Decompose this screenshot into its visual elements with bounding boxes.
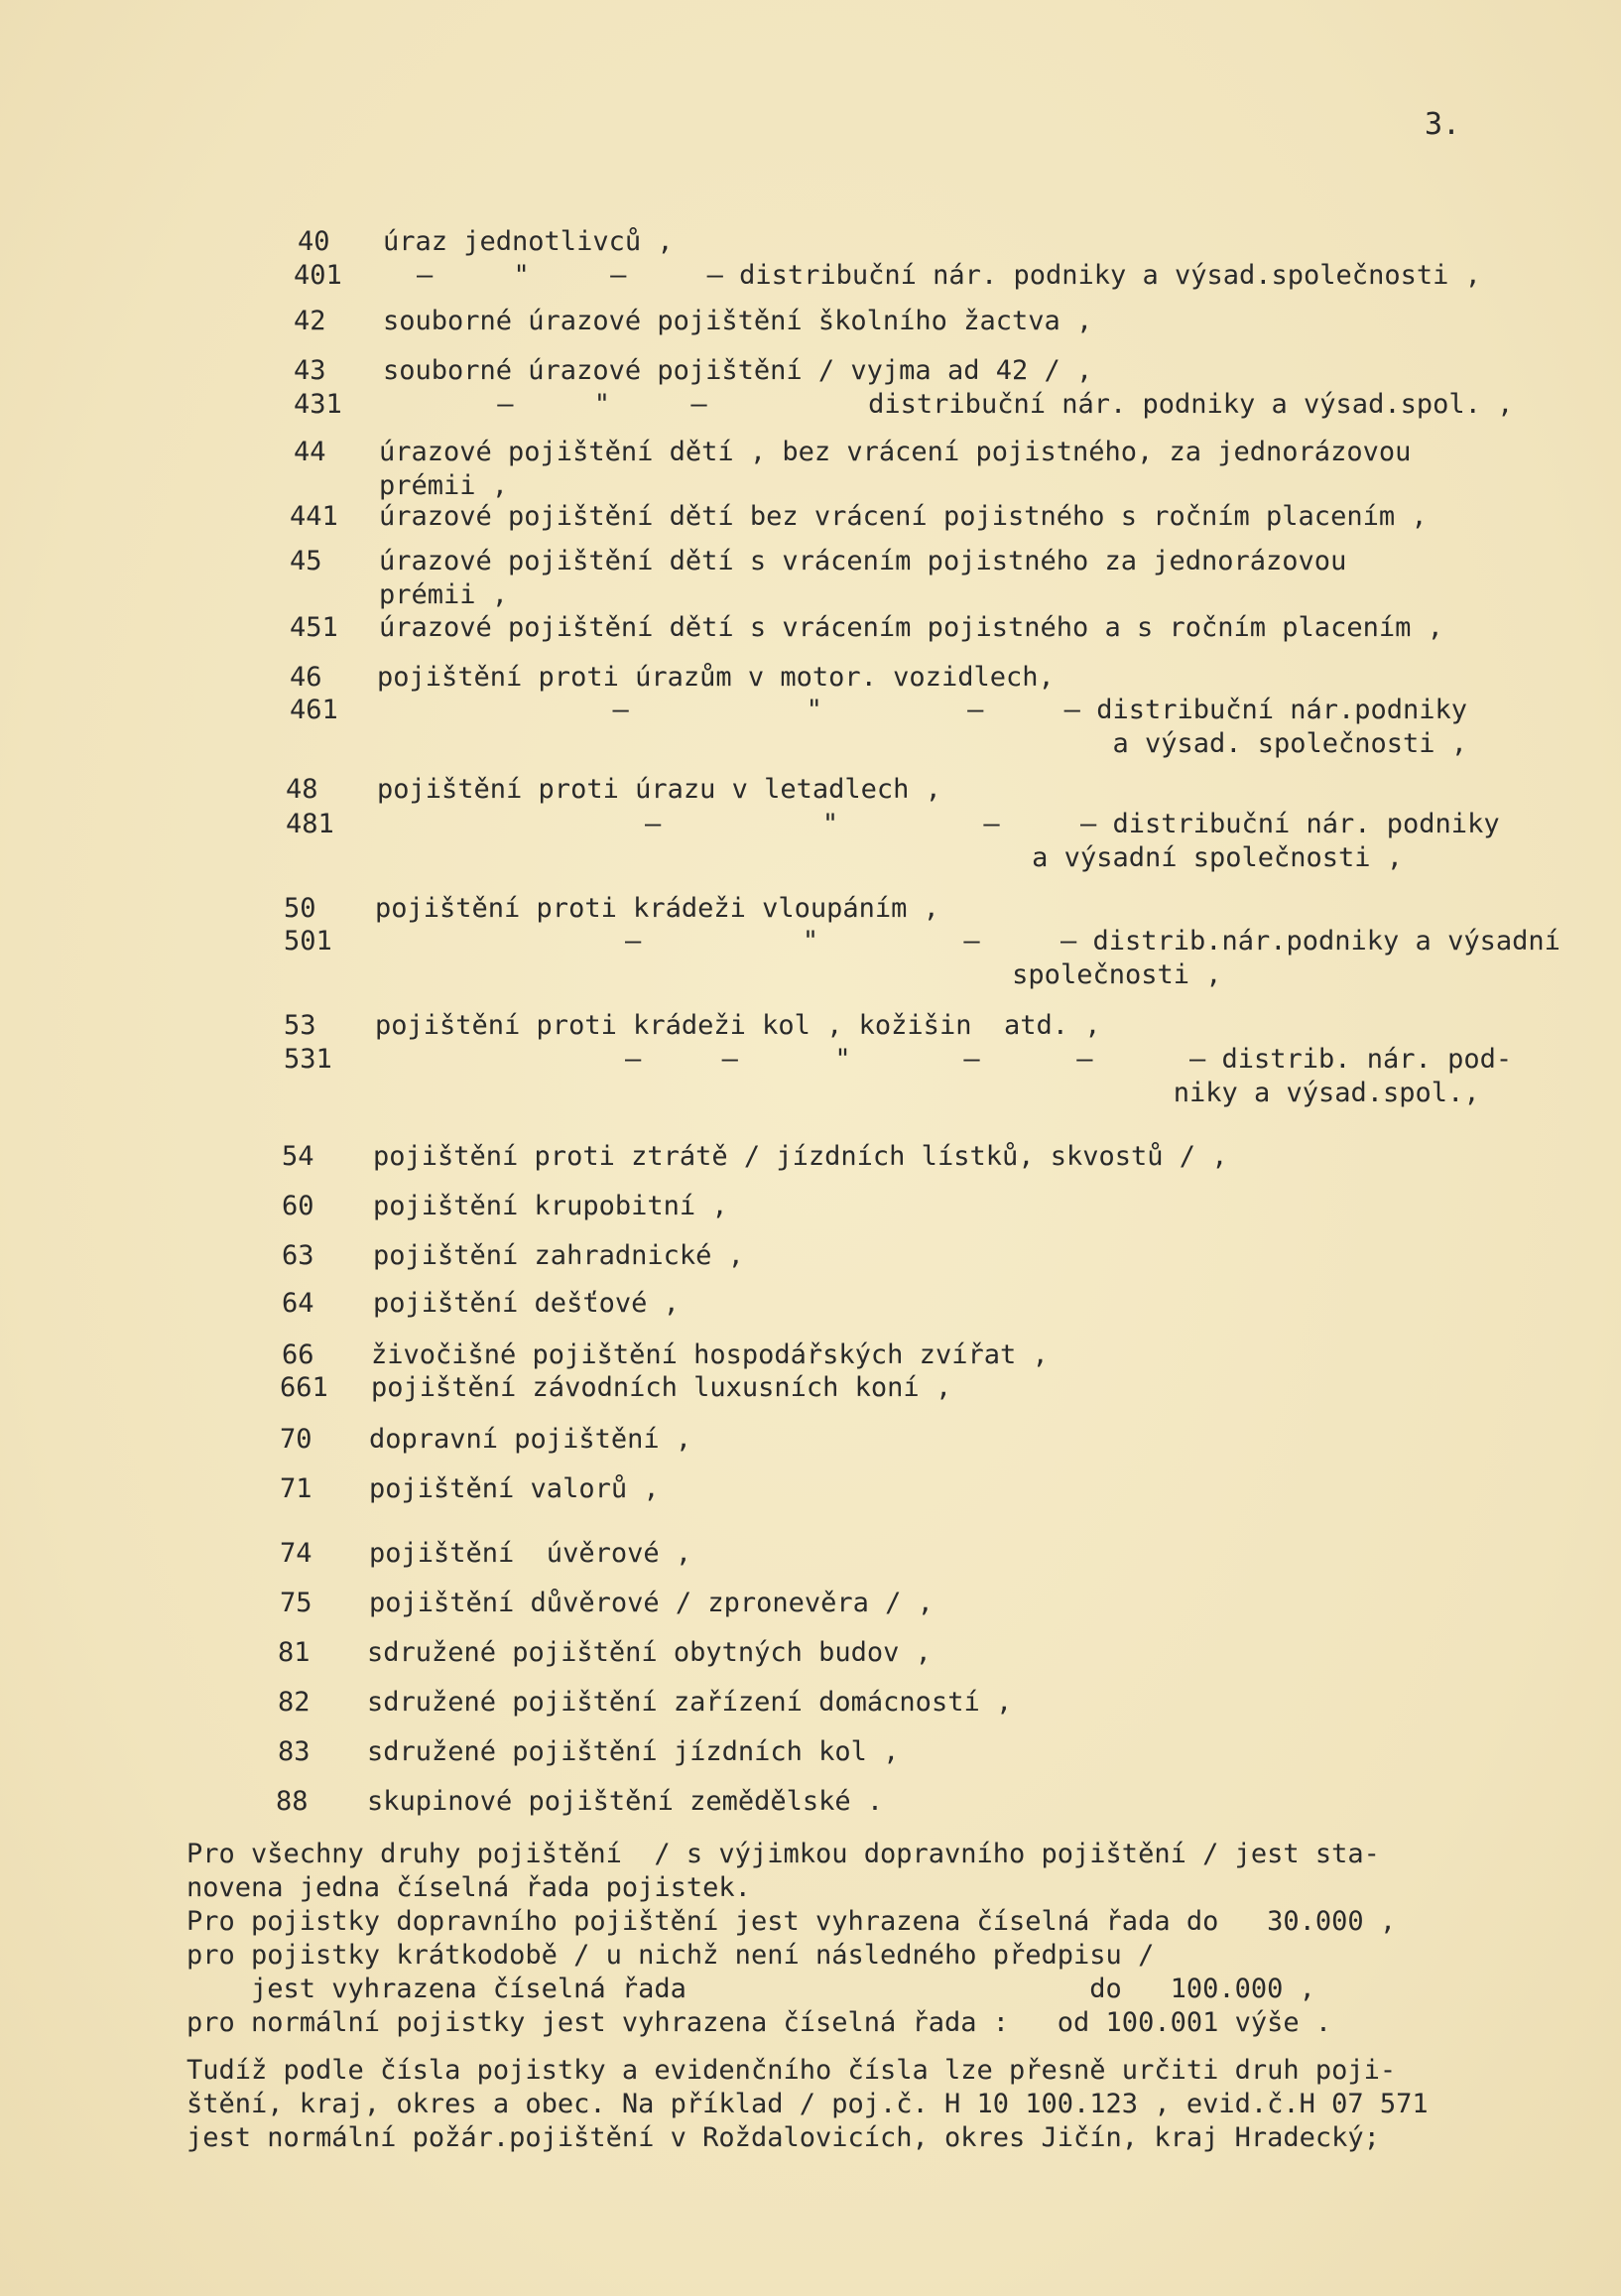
entry-text: pojištění proti úrazům v motor. vozidlech, — [377, 662, 1055, 693]
entry-text: souborné úrazové pojištění / vyjma ad 42 / , — [383, 355, 1093, 386]
entry-text: – " – – distrib.nár.podniky a výsadní — [496, 926, 1560, 957]
entry-text: pojištění úvěrové , — [369, 1538, 692, 1569]
entry-code: 451 — [290, 612, 338, 643]
entry-code: 75 — [280, 1588, 312, 1618]
entry-text: úrazové pojištění dětí s vrácením pojistného a s ročním placením , — [379, 612, 1443, 643]
entry-text: úraz jednotlivců , — [383, 226, 674, 257]
entry-text: úrazové pojištění dětí bez vrácení pojistného s ročním placením , — [379, 501, 1428, 532]
entry-code: 44 — [294, 437, 326, 467]
entry-code: 50 — [284, 893, 316, 924]
entry-code: 461 — [290, 695, 338, 725]
entry-code: 661 — [280, 1372, 328, 1403]
entry-code: 501 — [284, 926, 332, 957]
entry-text: prémii , — [379, 579, 509, 610]
entry-text: pojištění krupobitní , — [373, 1191, 728, 1221]
entry-text: pojištění proti úrazu v letadlech , — [377, 774, 941, 805]
paragraph-line: novena jedna číselná řada pojistek. — [187, 1872, 751, 1903]
entry-code: 401 — [294, 260, 342, 291]
entry-code: 431 — [294, 389, 342, 420]
entry-text: niky a výsad.spol., — [496, 1078, 1480, 1108]
entry-code: 481 — [286, 809, 334, 839]
entry-text: sdružené pojištění jízdních kol , — [367, 1736, 900, 1767]
entry-text: pojištění proti krádeži kol , kožišin atd. , — [375, 1010, 1101, 1041]
entry-text: a výsadní společnosti , — [516, 842, 1404, 873]
entry-code: 54 — [282, 1141, 314, 1172]
entry-text: sdružené pojištění obytných budov , — [367, 1637, 932, 1668]
entry-code: 66 — [282, 1339, 314, 1370]
entry-text: a výsad. společnosti , — [516, 728, 1468, 759]
entry-text: prémii , — [379, 470, 509, 501]
entry-text: souborné úrazové pojištění školního žactva , — [383, 306, 1093, 336]
entry-text: – – " – – – distrib. nár. pod- — [496, 1044, 1513, 1075]
entry-code: 43 — [294, 355, 326, 386]
paragraph-line: jest vyhrazena číselná řada do 100.000 , — [187, 1974, 1315, 2004]
entry-code: 45 — [290, 546, 322, 576]
entry-text: pojištění valorů , — [369, 1473, 660, 1504]
entry-code: 42 — [294, 306, 326, 336]
entry-code: 531 — [284, 1044, 332, 1075]
entry-text: skupinové pojištění zemědělské . — [367, 1786, 884, 1817]
entry-code: 71 — [280, 1473, 312, 1504]
entry-text: pojištění zahradnické , — [373, 1240, 744, 1271]
entry-text: pojištění proti krádeži vloupáním , — [375, 893, 939, 924]
page-number: 3. — [1425, 107, 1461, 142]
entry-text: – " – – distribuční nár. podniky a výsad.společnosti , — [417, 260, 1481, 291]
entry-text: pojištění proti ztrátě / jízdních lístků, skvostů / , — [373, 1141, 1228, 1172]
entry-text: dopravní pojištění , — [369, 1424, 692, 1455]
entry-code: 82 — [278, 1687, 311, 1718]
entry-code: 88 — [276, 1786, 309, 1817]
entry-code: 46 — [290, 662, 322, 693]
entry-text: – " – – distribuční nár. podniky — [516, 809, 1500, 839]
entry-text: živočišné pojištění hospodářských zvířat , — [371, 1339, 1049, 1370]
entry-code: 40 — [298, 226, 330, 257]
entry-text: společnosti , — [496, 959, 1222, 990]
entry-text: pojištění dešťové , — [373, 1288, 680, 1319]
entry-text: – " – – distribuční nár.podniky — [516, 695, 1468, 725]
entry-code: 70 — [280, 1424, 312, 1455]
entry-code: 48 — [286, 774, 318, 805]
entry-code: 83 — [278, 1736, 311, 1767]
entry-text: úrazové pojištění dětí s vrácením pojistného za jednorázovou — [379, 546, 1347, 576]
entry-text: pojištění závodních luxusních koní , — [371, 1372, 952, 1403]
entry-text: pojištění důvěrové / zpronevěra / , — [369, 1588, 934, 1618]
paragraph-line: pro normální pojistky jest vyhrazena číselná řada : od 100.001 výše . — [187, 2007, 1332, 2038]
paragraph-line: štění, kraj, okres a obec. Na příklad / poj.č. H 10 100.123 , evid.č.H 07 571 — [187, 2089, 1429, 2119]
paragraph-line: jest normální požár.pojištění v Roždalovicích, okres Jičín, kraj Hradecký; — [187, 2122, 1380, 2153]
entry-text: sdružené pojištění zařízení domácností , — [367, 1687, 1013, 1718]
entry-text: – " – distribuční nár. podniky a výsad.spol. , — [417, 389, 1514, 420]
entry-text: úrazové pojištění dětí , bez vrácení pojistného, za jednorázovou — [379, 437, 1412, 467]
entry-code: 60 — [282, 1191, 314, 1221]
entry-code: 74 — [280, 1538, 312, 1569]
entry-code: 441 — [290, 501, 338, 532]
entry-code: 81 — [278, 1637, 311, 1668]
entry-code: 64 — [282, 1288, 314, 1319]
entry-code: 63 — [282, 1240, 314, 1271]
paragraph-line: Pro pojistky dopravního pojištění jest vyhrazena číselná řada do 30.000 , — [187, 1906, 1397, 1937]
entry-code: 53 — [284, 1010, 316, 1041]
paragraph-line: Pro všechny druhy pojištění / s výjimkou dopravního pojištění / jest sta- — [187, 1839, 1380, 1869]
paragraph-line: pro pojistky krátkodobě / u nichž není následného předpisu / — [187, 1940, 1155, 1971]
paragraph-line: Tudíž podle čísla pojistky a evidenčního čísla lze přesně určiti druh poji- — [187, 2055, 1397, 2086]
